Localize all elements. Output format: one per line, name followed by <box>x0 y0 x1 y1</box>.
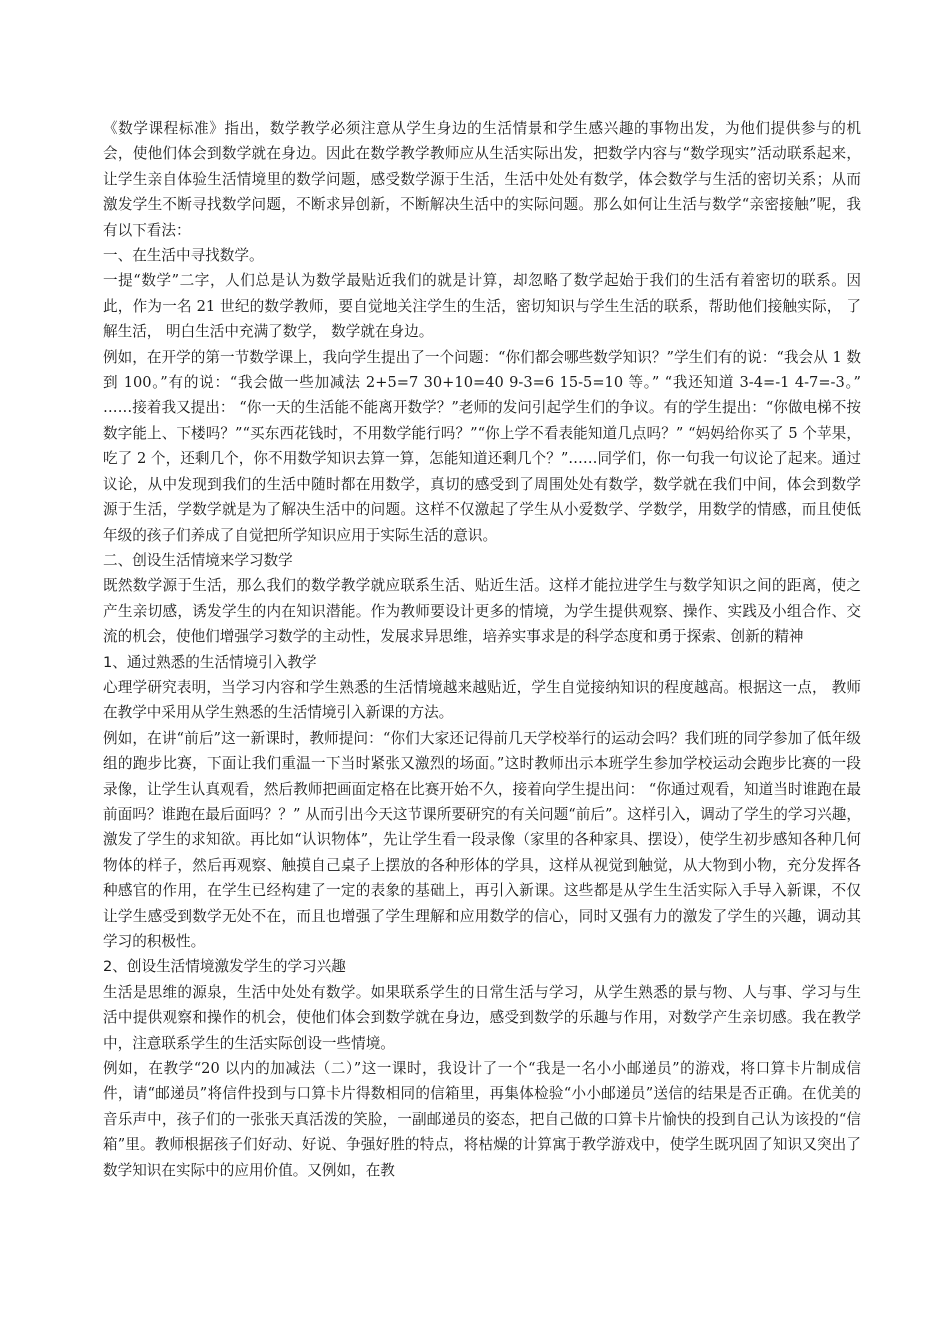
paragraph-intro: 《数学课程标准》指出，数学教学必须注意从学生身边的生活情景和学生感兴趣的事物出发，为他们提供参与的机会，使他们体会到数学就在身边。因此在数学教学教师应从生活实际出发，把数学内容与“数学现实”活动联系起来，让学生亲自体验生活情境里的数学问题，感受数学源于生活，生活中处处有数学，体会数学与生活的密切关系；从而激发学生不断寻找数学问题，不断求异创新，不断解决生活中的实际问题。那么如何让生活与数学“亲密接触”呢，我有以下看法： <box>103 120 861 239</box>
subsection-heading-1: 1、通过熟悉的生活情境引入教学 <box>103 653 317 671</box>
paragraph: 一提“数学”二字，人们总是认为数学最贴近我们的就是计算，却忽略了数学起始于我们的生活有着密切的联系。因此，作为一名 21 世纪的数学教师，要自觉地关注学生的生活，密切知识与学生生活的联系，帮助他们接触实际， 了解生活， 明白生活中充满了数学， 数学就在身边。 <box>103 272 861 341</box>
paragraph: 例如，在开学的第一节数学课上，我向学生提出了一个问题：“你们都会哪些数学知识？”学生们有的说：“我会从 1 数到 100。”有的说：“我会做一些加减法 2+5=7 30+10=40 9-3=6 15-5=10 等。” “我还知道 3-4=-1 4-7=-3。” ……接着我又提出： “你一天的生活能不能离开数学？”老师的发问引起学生们的争议。有的学生提出：“你做电梯不按数字能上、下楼吗？”“买东西花钱时，不用数学能行吗？”“你上学不看表能知道几点吗？” “妈妈给你买了 5 个苹果，吃了 2 个，还剩几个，你不用数学知识去算一算，怎能知道还剩几个？”……同学们，你一句我一句议论了起来。通过议论，从中发现到我们的生活中随时都在用数学，真切的感受到了周围处处有数学，数学就在我们中间，体会到数学源于生活，学数学就是为了解决生活中的问题。这样不仅激起了学生从小爱数学、学数学，用数学的情感，而且使低年级的孩子们养成了自觉把所学知识应用于实际生活的意识。 <box>103 348 861 544</box>
paragraph: 心理学研究表明，当学习内容和学生熟悉的生活情境越来越贴近，学生自觉接纳知识的程度越高。根据这一点， 教师在教学中采用从学生熟悉的生活情境引入新课的方法。 <box>103 678 861 722</box>
subsection-heading-2: 2、创设生活情境激发学生的学习兴趣 <box>103 958 346 976</box>
document-page <box>103 116 861 1183</box>
paragraph: 例如，在教学“20 以内的加减法（二）”这一课时，我设计了一个“我是一名小小邮递员”的游戏，将口算卡片制成信件，请“邮递员”将信件投到与口算卡片得数相同的信箱里，再集体检验“小小邮递员”送信的结果是否正确。在优美的音乐声中，孩子们的一张张天真活泼的笑脸，一副邮递员的姿态，把自己做的口算卡片愉快的投到自己认为该投的“信箱”里。教师根据孩子们好动、好说、争强好胜的特点，将枯燥的计算寓于教学游戏中，使学生既巩固了知识又突出了数学知识在实际中的应用价值。又例如，在教 <box>103 1060 861 1179</box>
paragraph: 生活是思维的源泉，生活中处处有数学。如果联系学生的日常生活与学习，从学生熟悉的景与物、人与事、学习与生活中提供观察和操作的机会，使他们体会到数学就在身边，感受到数学的乐趣与作用，对数学产生亲切感。我在教学中，注意联系学生的生活实际创设一些情境。 <box>103 983 861 1052</box>
section-heading-1: 一、在生活中寻找数学。 <box>103 247 264 265</box>
paragraph: 例如，在讲“前后”这一新课时，教师提问：“你们大家还记得前几天学校举行的运动会吗？我们班的同学参加了低年级组的跑步比赛，下面让我们重温一下当时紧张又激烈的场面。”这时教师出示本班学生参加学校运动会跑步比赛的一段录像，让学生认真观看，然后教师把画面定格在比赛开始不久，接着向学生提出问： “你通过观看，知道当时谁跑在最前面吗？谁跑在最后面吗？？” 从而引出今天这节课所要研究的有关问题“前后”。这样引入，调动了学生的学习兴趣，激发了学生的求知欲。再比如“认识物体”，先让学生看一段录像（家里的各种家具、摆设），使学生初步感知各种几何物体的样子，然后再观察、触摸自己桌子上摆放的各种形体的学具，这样从视觉到触觉，从大物到小物，充分发挥各种感官的作用，在学生已经构建了一定的表象的基础上，再引入新课。这些都是从学生生活实际入手导入新课，不仅让学生感受到数学无处不在，而且也增强了学生理解和应用数学的信心，同时又强有力的激发了学生的兴趣，调动其学习的积极性。 <box>103 729 861 950</box>
section-heading-2: 二、创设生活情境来学习数学 <box>103 551 293 569</box>
paragraph: 既然数学源于生活，那么我们的数学教学就应联系生活、贴近生活。这样才能拉进学生与数学知识之间的距离，使之产生亲切感，诱发学生的内在知识潜能。作为教师要设计更多的情境，为学生提供观察、操作、实践及小组合作、交流的机会，使他们增强学习数学的主动性，发展求异思维，培养实事求是的科学态度和勇于探索、创新的精神 <box>103 577 861 646</box>
